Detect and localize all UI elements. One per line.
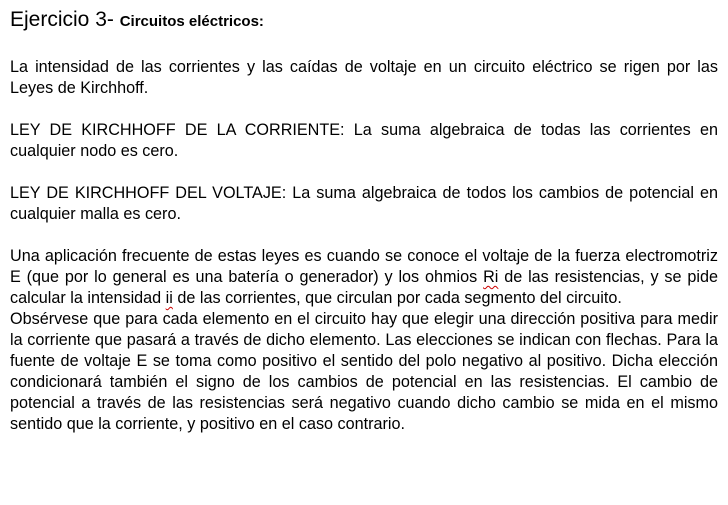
paragraph-intro: La intensidad de las corrientes y las caídas de voltaje en un circuito eléctrico se rigen por las Leyes de Kirchhoff.	[10, 58, 718, 97]
application-text-a: Una aplicación frecuente de estas leyes es cuando se conoce el voltaje de la fuerza electromotriz E (que por lo general es una batería o generador) y los ohmios	[10, 247, 718, 286]
spellcheck-word-ri: Ri	[483, 268, 499, 286]
blank-line	[10, 225, 718, 246]
application-text-b: de las resistencias, y se pide calcular la intensidad	[10, 268, 718, 307]
blank-line	[10, 162, 718, 183]
blank-line	[10, 36, 718, 57]
current-law-text: La suma algebraica de todas las corrientes en cualquier nodo es cero.	[10, 121, 719, 160]
voltage-law-title: LEY DE KIRCHHOFF DEL VOLTAJE:	[10, 184, 287, 202]
paragraph-observation: Obsérvese que para cada elemento en el circuito hay que elegir una dirección positiva para medir la corriente que pasará a través de dicho elemento. Las elecciones se indican con flechas. Para la fuente de voltaje E se toma como positivo el sentido del polo negativo al positivo. Dicha elección condicionará también el signo de los cambios de potencial en las resistencias. El cambio de potencial a través de las resistencias será negativo cuando dicho cambio se mida en el mismo sentido que la corriente, y positivo en el caso contrario.	[10, 310, 718, 433]
blank-line	[10, 99, 718, 120]
voltage-law-text: La suma algebraica de todos los cambios de potencial en cualquier malla es cero.	[10, 184, 719, 223]
title-subtitle: Circuitos eléctricos:	[119, 13, 264, 30]
title-main: Ejercicio 3-	[10, 8, 120, 31]
paragraph-voltage-law	[10, 183, 718, 225]
paragraph-application	[10, 246, 718, 309]
application-text-c: de las corrientes, que circulan por cada segmento del circuito.	[172, 289, 622, 307]
current-law-title: LEY DE KIRCHHOFF DE LA CORRIENTE:	[10, 121, 345, 139]
paragraph-current-law	[10, 120, 718, 162]
spellcheck-word-ii: ii	[165, 289, 173, 307]
exercise-title	[10, 6, 718, 36]
